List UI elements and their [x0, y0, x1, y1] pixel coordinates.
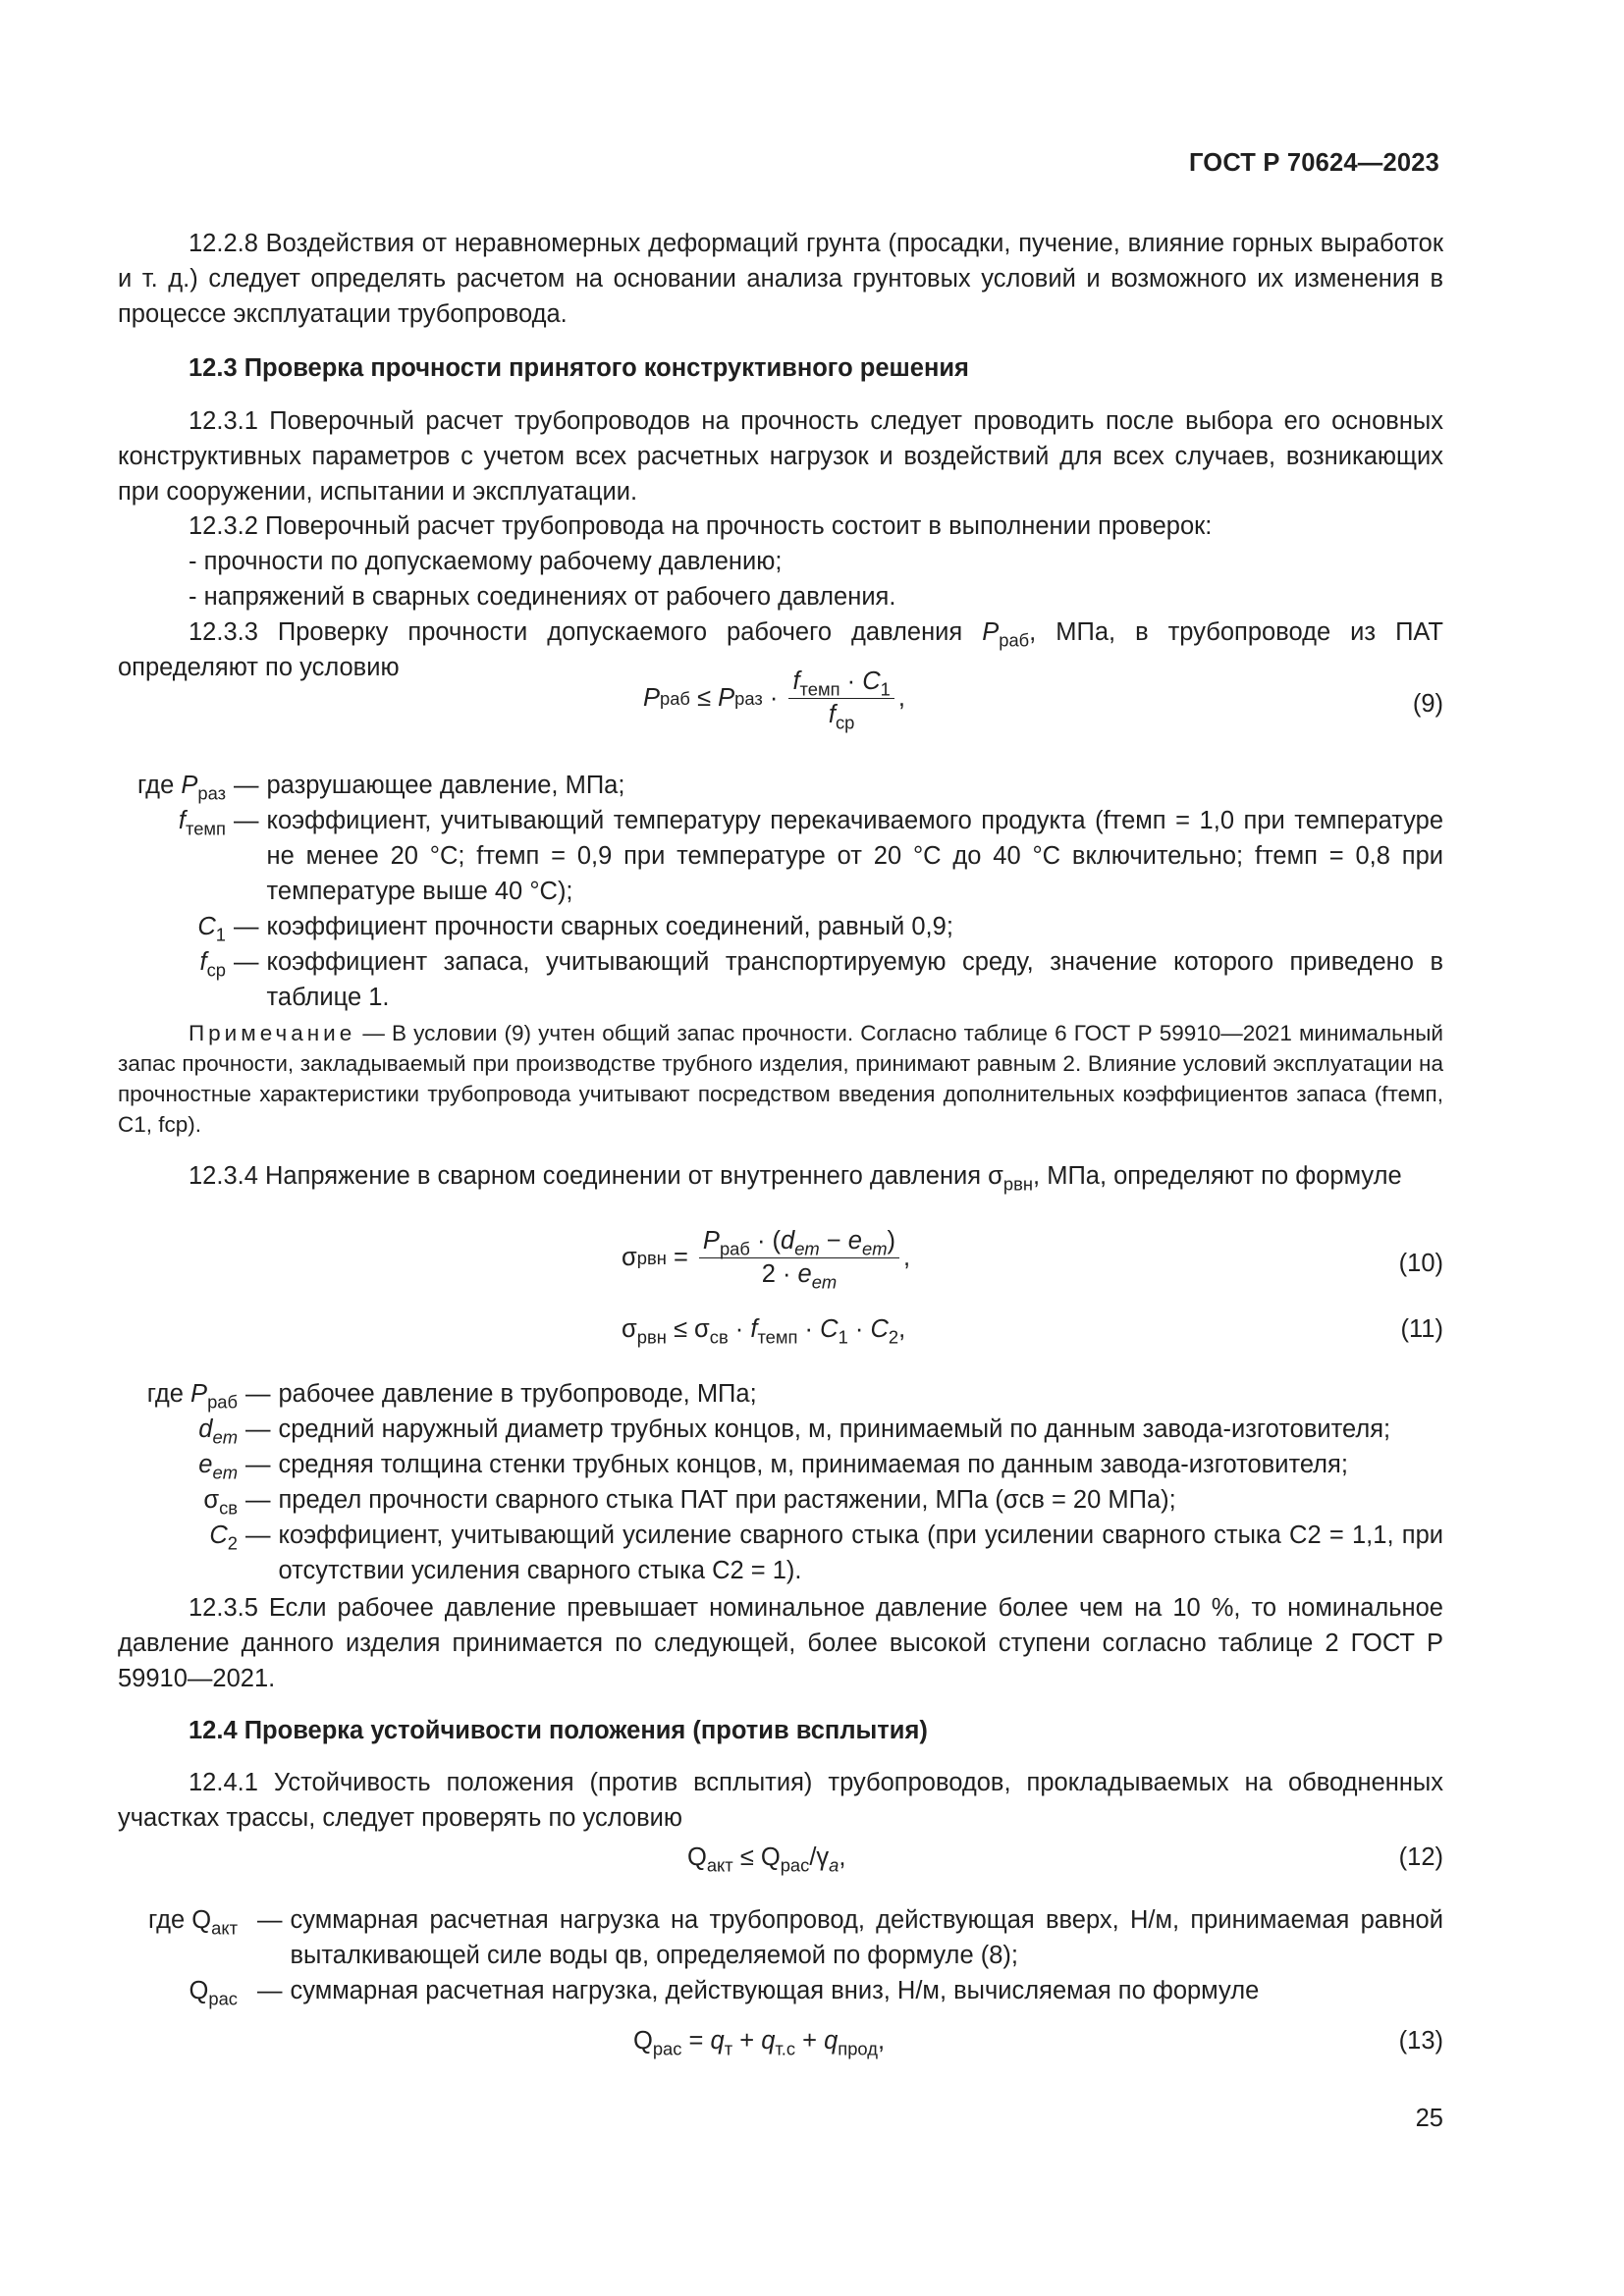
text-fragment: , МПа, определяют по формуле [1033, 1162, 1402, 1190]
fraction-denominator [758, 1258, 841, 1293]
subscript: раз [197, 782, 226, 804]
subscript: акт [706, 1854, 733, 1876]
operator: · [762, 684, 785, 712]
operator: · [797, 1315, 821, 1343]
legend-symbol [118, 1973, 238, 2008]
legend-text: рабочее давление в трубопроводе, МПа; [278, 1380, 757, 1408]
legend-symbol [118, 1518, 238, 1588]
where-word: где [147, 1906, 192, 1934]
subscript: раб [719, 1238, 750, 1259]
symbol: f [792, 667, 800, 695]
subscript: т [724, 2038, 733, 2059]
equation-number-12: (12) [1398, 1843, 1443, 1871]
punctuation: , [903, 1244, 911, 1271]
subscript: 1 [215, 924, 226, 945]
operator: = [681, 2027, 711, 2055]
legend-row [118, 1412, 1443, 1447]
symbol: σ [988, 1162, 1003, 1190]
legend-row [118, 1518, 1443, 1588]
symbol: C [197, 913, 216, 940]
formula-10-legend [118, 1376, 1443, 1588]
text-fragment: 12.3.3 Проверку прочности допускаемого рабочего давления [189, 618, 983, 646]
legend-dash: — [245, 1380, 271, 1408]
legend-text: предел прочности сварного стыка ПАТ при растяжении, МПа (σсв = 20 МПа); [278, 1486, 1176, 1514]
operator: ≤ [666, 1315, 695, 1343]
symbol: d [198, 1415, 213, 1443]
symbol: f [199, 948, 207, 976]
symbol: Q [191, 1906, 212, 1934]
document-code: ГОСТ Р 70624—2023 [1188, 149, 1439, 177]
legend-row [118, 803, 1443, 909]
subscript: раб [207, 1391, 238, 1413]
punctuation: , [877, 2027, 886, 2055]
paragraph-12-2-8: 12.2.8 Воздействия от неравномерных деформаций грунта (просадки, пучение, влияние горных выработок и т. д.) следует определять расчетом на основании анализа грунтовых условий и возможного их изменения в процессе эксплуатации трубопровода. [118, 230, 1443, 328]
subscript: темп [799, 678, 840, 700]
symbol: σ [203, 1486, 220, 1514]
symbol: e [847, 1227, 862, 1255]
symbol: P [190, 1380, 208, 1408]
legend-row [118, 909, 1443, 944]
section-heading-12-3: 12.3 Проверка прочности принятого конструктивного решения [189, 354, 969, 382]
paragraph-12-3-4 [118, 1158, 1443, 1194]
operator: · [839, 667, 863, 695]
symbol: σ [622, 1315, 637, 1343]
legend-row [118, 1376, 1443, 1412]
symbol: f [178, 807, 187, 834]
operator: ≤ [732, 1843, 761, 1871]
section-heading-12-4: 12.4 Проверка устойчивости положения (против всплытия) [189, 1717, 928, 1744]
formula-13 [633, 2027, 886, 2059]
legend-symbol [118, 1482, 238, 1518]
subscript: em [861, 1238, 888, 1259]
subscript: темп [186, 818, 226, 839]
note-text: — В условии (9) учтен общий запас прочности. Согласно таблице 6 ГОСТ Р 59910—2021 минимальный запас прочности, закладываемый при производстве трубного изделия, принимают равным 2. Влияние условий эксплуатации на прочностные характеристики трубопровода учитывают посредством введения дополнительных коэффициентов запаса (fтемп, C1, fср). [118, 1021, 1443, 1137]
legend-symbol [118, 768, 226, 803]
subscript: рвн [636, 1326, 667, 1348]
legend-dash: — [234, 948, 259, 976]
symbol: P [702, 1227, 720, 1255]
note-paragraph [118, 1018, 1443, 1140]
formula-10: σ рвн = $\frac{P_{раб} \cdot (d_{em} - e_{em})}{2 \cdot e_{em}}$ , [622, 1227, 911, 1293]
subscript: рас [652, 2038, 682, 2059]
formula-9-legend [118, 768, 1443, 1015]
note-label: Примечание [189, 1021, 356, 1045]
legend-symbol [118, 909, 226, 944]
subscript: прод [838, 2038, 878, 2059]
formula-12 [687, 1843, 846, 1876]
legend-dash: — [245, 1486, 271, 1514]
text-fragment: , МПа, в трубопроводе из ПАТ определяют по условию [118, 618, 1443, 681]
subscript: em [212, 1462, 238, 1483]
operator: + [795, 2027, 825, 2055]
where-word: где [137, 772, 182, 799]
subscript: em [794, 1238, 820, 1259]
operator: + [732, 2027, 762, 2055]
operator: = [666, 1244, 695, 1271]
operator: / [809, 1843, 817, 1871]
legend-dash: — [234, 807, 259, 834]
legend-row [118, 768, 1443, 803]
symbol: γ [816, 1843, 830, 1871]
symbol: e [797, 1260, 812, 1288]
symbol: q [710, 2027, 725, 2055]
fraction-numerator [699, 1227, 899, 1258]
subscript: ср [206, 959, 226, 981]
legend-row [118, 944, 1443, 1015]
paragraph-12-3-5: 12.3.5 Если рабочее давление превышает номинальное давление более чем на 10 %, то номинальное давление данного изделия принимается по следующей, более высокой ступени согласно таблице 2 ГОСТ Р 59910—2021. [118, 1594, 1443, 1692]
symbol: C [862, 667, 881, 695]
symbol: q [824, 2027, 839, 2055]
equation-number-11: (11) [1400, 1315, 1443, 1343]
legend-symbol [118, 1376, 238, 1412]
legend-dash: — [245, 1451, 271, 1478]
symbol: P [181, 772, 198, 799]
subscript: рвн [1002, 1173, 1034, 1195]
legend-dash: — [234, 772, 259, 799]
punctuation: , [839, 1843, 846, 1871]
subscript: 2 [227, 1532, 238, 1554]
symbol: f [750, 1315, 758, 1343]
equation-number-9: (9) [1412, 690, 1443, 718]
operator: ≤ [689, 684, 719, 712]
fraction-numerator [788, 667, 893, 699]
subscript: т.с [775, 2038, 796, 2059]
operator: · [847, 1315, 871, 1343]
subscript: a [829, 1854, 839, 1876]
legend-text: суммарная расчетная нагрузка, действующая вниз, Н/м, вычисляемая по формуле [290, 1977, 1260, 2004]
legend-text: коэффициент запаса, учитывающий транспортируемую среду, значение которого приведено в таблице 1. [266, 948, 1443, 1011]
symbol: P [643, 684, 661, 712]
subscript: св [709, 1326, 729, 1348]
operator: 2 · [761, 1260, 798, 1288]
legend-dash: — [234, 913, 259, 940]
operator: − [819, 1227, 848, 1255]
symbol: f [828, 701, 836, 728]
legend-row [118, 1973, 1443, 2008]
symbol: Q [687, 1843, 707, 1871]
legend-symbol [118, 1902, 238, 1973]
punctuation: , [897, 684, 905, 712]
operator: · ( [749, 1227, 782, 1255]
symbol: e [198, 1451, 213, 1478]
legend-dash: — [245, 1415, 271, 1443]
operator: ) [887, 1227, 895, 1255]
subscript: 2 [888, 1326, 899, 1348]
symbol: P [718, 684, 735, 712]
list-item: - напряжений в сварных соединениях от рабочего давления. [189, 583, 896, 611]
legend-row [118, 1482, 1443, 1518]
fraction [699, 1227, 899, 1293]
legend-text: коэффициент, учитывающий усиление сварного стыка (при усилении сварного стыка C2 = 1,1, при отсутствии усиления сварного стыка C2 = 1). [278, 1522, 1443, 1584]
subscript: em [212, 1426, 238, 1448]
list-item: - прочности по допускаемому рабочему давлению; [189, 548, 783, 575]
subscript: рас [208, 1988, 238, 2009]
paragraph-12-3-2: 12.3.2 Поверочный расчет трубопровода на прочность состоит в выполнении проверок: [189, 512, 1213, 540]
symbol: C [820, 1315, 839, 1343]
legend-row [118, 1447, 1443, 1482]
symbol: d [781, 1227, 795, 1255]
symbol: Q [189, 1977, 209, 2004]
legend-symbol [118, 803, 226, 909]
legend-text: суммарная расчетная нагрузка на трубопровод, действующая вверх, Н/м, принимаемая равной выталкивающей силе воды qв, определяемой по формуле (8); [290, 1906, 1443, 1969]
equation-number-13: (13) [1398, 2027, 1443, 2055]
operator: · [728, 1315, 751, 1343]
legend-text: разрушающее давление, МПа; [266, 772, 625, 799]
symbol: σ [622, 1244, 637, 1271]
legend-dash: — [257, 1977, 283, 2004]
legend-symbol [118, 1412, 238, 1447]
fraction [788, 667, 893, 733]
paragraph-12-4-1: 12.4.1 Устойчивость положения (против всплытия) трубопроводов, прокладываемых на обводненных участках трассы, следует проверять по условию [118, 1769, 1443, 1832]
subscript: 1 [880, 678, 891, 700]
subscript: акт [211, 1917, 238, 1939]
symbol: C [870, 1315, 889, 1343]
subscript: em [811, 1271, 838, 1293]
subscript: рас [780, 1854, 810, 1876]
page-number: 25 [1415, 2105, 1443, 2132]
symbol: Q [633, 2027, 653, 2055]
legend-dash: — [245, 1522, 271, 1549]
formula-9: P раб ≤ P раз · $\frac{f_{темп} \cdot C_1}{f_{ср}}$ , [643, 667, 905, 733]
fraction-denominator [825, 699, 858, 733]
formula-12-legend [118, 1902, 1443, 2008]
subscript: темп [757, 1326, 798, 1348]
legend-text: коэффициент, учитывающий температуру перекачиваемого продукта (fтемп = 1,0 при температуре не менее 20 °С; fтемп = 0,9 при температуре от 20 °С до 40 °С включительно; fтемп = 0,8 при температуре выше 40 °С); [266, 807, 1443, 905]
formula-11 [622, 1315, 906, 1348]
paragraph-12-3-1: 12.3.1 Поверочный расчет трубопроводов на прочность следует проводить после выбора его основных конструктивных параметров с учетом всех расчетных нагрузок и воздействий для всех случаев, возникающих при сооружении, испытании и эксплуатации. [118, 407, 1443, 506]
legend-symbol [118, 1447, 238, 1482]
legend-text: коэффициент прочности сварных соединений, равный 0,9; [266, 913, 953, 940]
symbol: P [982, 618, 1000, 646]
symbol: σ [694, 1315, 710, 1343]
punctuation: , [898, 1315, 906, 1343]
symbol: q [761, 2027, 776, 2055]
legend-text: средний наружный диаметр трубных концов, м, принимаемый по данным завода-изготовителя; [278, 1415, 1391, 1443]
subscript: раб [999, 629, 1030, 651]
legend-dash: — [257, 1906, 283, 1934]
subscript: 1 [838, 1326, 848, 1348]
legend-symbol [118, 944, 226, 1015]
subscript: св [219, 1497, 238, 1519]
equation-number-10: (10) [1398, 1250, 1443, 1277]
legend-text: средняя толщина стенки трубных концов, м, принимаемая по данным завода-изготовителя; [278, 1451, 1348, 1478]
text-fragment: 12.3.4 Напряжение в сварном соединении от внутреннего давления [189, 1162, 989, 1190]
symbol: C [209, 1522, 228, 1549]
where-word: где [146, 1380, 191, 1408]
legend-row [118, 1902, 1443, 1973]
subscript: ср [836, 712, 855, 733]
symbol: Q [760, 1843, 781, 1871]
